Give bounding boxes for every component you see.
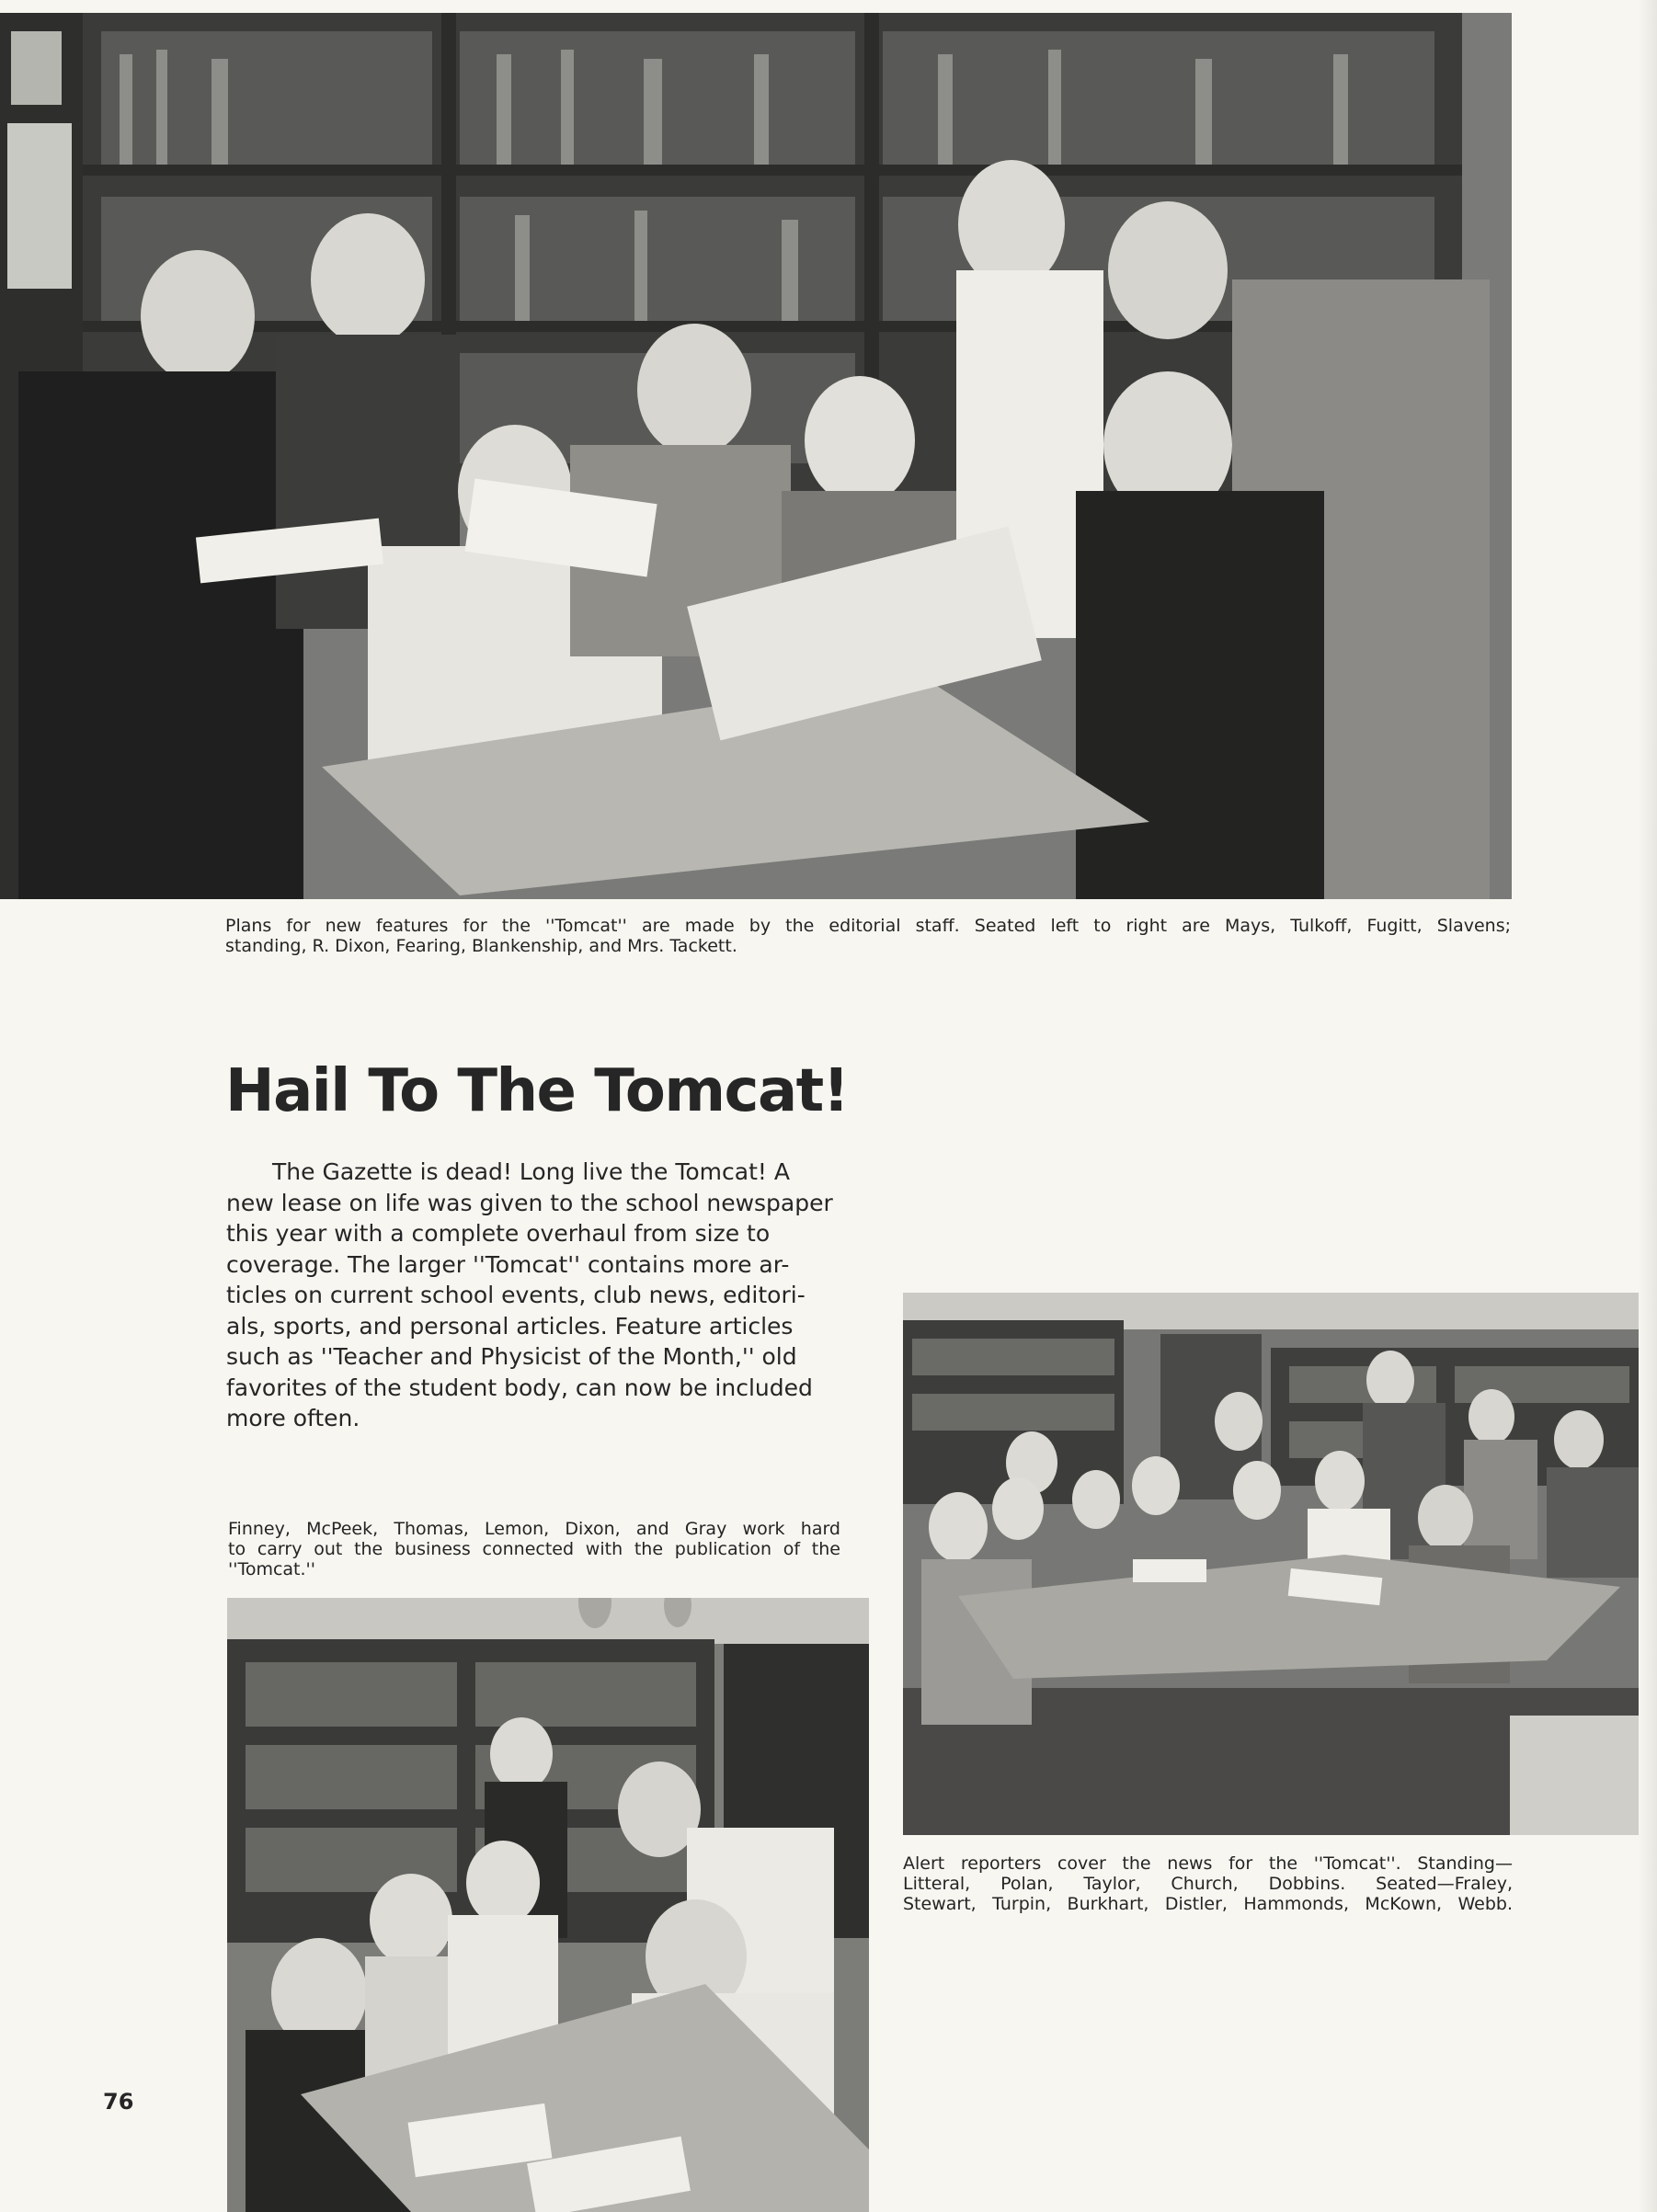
caption-line: Finney, McPeek, Thomas, Lemon, Dixon, and Gray work hard [228,1519,840,1539]
business-staff-caption [228,1519,840,1579]
editorial-staff-caption [225,916,1511,956]
caption-line: Plans for new features for the ''Tomcat'' are made by the editorial staff. Seated left to right are Mays, Tulkoff, Fugitt, Slavens; [225,916,1511,936]
business-staff-photo [227,1598,869,2212]
caption-line: ''Tomcat.'' [228,1559,315,1579]
body-line: favorites of the student body, can now be included [226,1374,813,1401]
caption-line: to carry out the business connected with the publication of the [228,1539,840,1559]
reporters-caption [903,1853,1513,1914]
body-line: this year with a complete overhaul from size to [226,1220,771,1247]
caption-line: Alert reporters cover the news for the ''Tomcat''. Standing— [903,1853,1513,1874]
body-line: The Gazette is dead! Long live the Tomcat! A [272,1158,790,1185]
body-line: such as ''Teacher and Physicist of the Month,'' old [226,1343,797,1370]
editorial-staff-photo [0,13,1512,899]
body-line: new lease on life was given to the school newspaper [226,1189,833,1216]
body-line: ticles on current school events, club news, editori- [226,1282,806,1308]
article-body [226,1157,840,1434]
body-line: coverage. The larger ''Tomcat'' contains more ar- [226,1250,790,1278]
caption-line: Litteral, Polan, Taylor, Church, Dobbins. Seated—Fraley, [903,1874,1513,1894]
page-number: 76 [103,2089,134,2115]
body-line: more often. [226,1405,360,1431]
caption-line: Stewart, Turpin, Burkhart, Distler, Hammonds, McKown, Webb. [903,1894,1513,1914]
body-line: als, sports, and personal articles. Feature articles [226,1312,794,1340]
headline: Hail To The Tomcat! [225,1057,849,1125]
reporters-photo [903,1293,1646,1835]
page-edge [1639,0,1657,2212]
caption-line: standing, R. Dixon, Fearing, Blankenship, and Mrs. Tackett. [225,936,737,956]
